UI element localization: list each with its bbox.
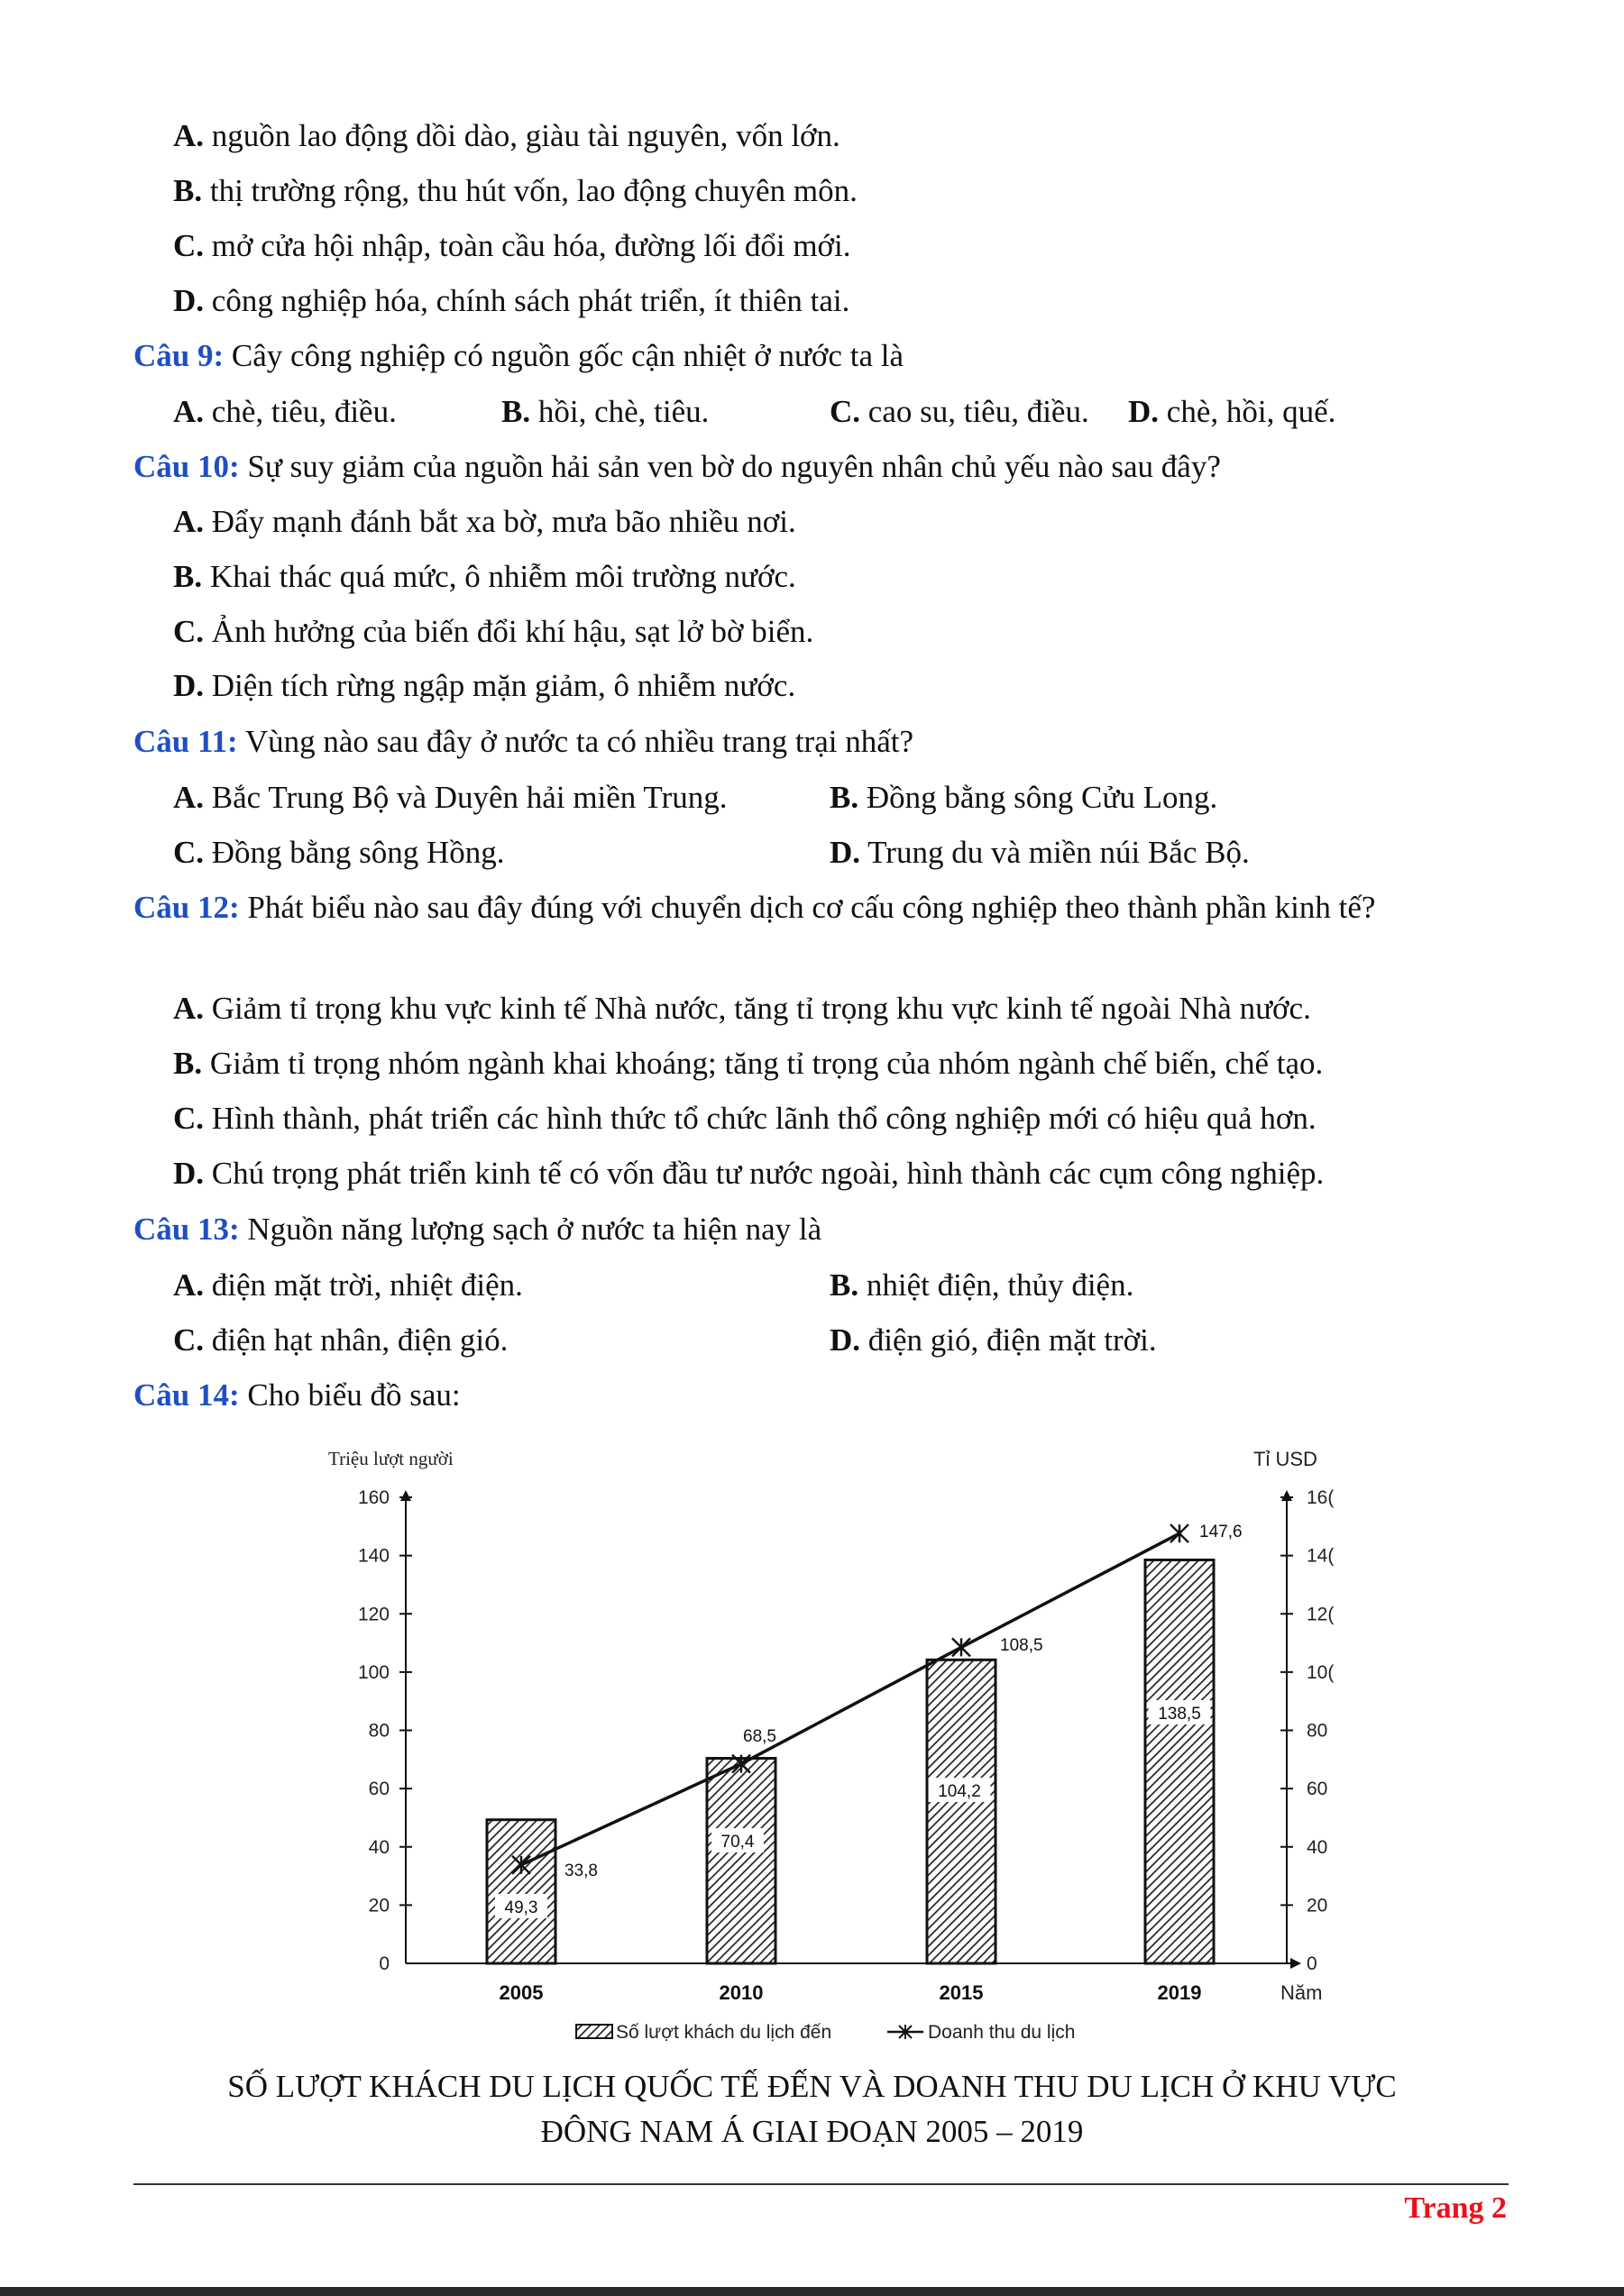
x-axis-tick-label: 2005 (499, 1981, 544, 2004)
option-letter: B. (501, 394, 531, 429)
right-axis-tick-label: 16( (1307, 1487, 1335, 1508)
option-letter: C. (173, 835, 205, 870)
option-text: thị trường rộng, thu hút vốn, lao động chuyên môn. (202, 173, 858, 208)
left-axis-tick-label: 20 (368, 1895, 390, 1916)
option-text: hồi, chè, tiêu. (530, 394, 710, 429)
chart-caption-line-1: SỐ LƯỢT KHÁCH DU LỊCH QUỐC TẾ ĐẾN VÀ DOANH THU DU LỊCH Ở KHU VỰC (227, 2069, 1397, 2104)
option-letter: A. (173, 991, 205, 1026)
option-letter: D. (173, 668, 205, 703)
x-axis-arrow (1290, 1958, 1301, 1969)
option-letter: B. (830, 1267, 859, 1303)
option-letter: D. (1128, 394, 1160, 429)
x-axis-tick-label: 2010 (719, 1981, 764, 2004)
revenue-line (521, 1533, 1179, 1865)
question-stem: Cây công nghiệp có nguồn gốc cận nhiệt ở nước ta là (224, 338, 904, 373)
x-axis-tick-label: 2015 (939, 1981, 984, 2004)
option-letter: C. (173, 614, 205, 649)
option-text: Ảnh hưởng của biến đổi khí hậu, sạt lở bờ biển. (204, 614, 814, 649)
option-text: nguồn lao động dồi dào, giàu tài nguyên, vốn lớn. (204, 118, 840, 153)
question-stem: Phát biểu nào sau đây đúng với chuyển dịch cơ cấu công nghiệp theo thành phần kinh tế? (239, 890, 1376, 925)
left-axis-arrow (400, 1490, 411, 1501)
revenue-value-label: 147,6 (1199, 1523, 1243, 1541)
option-text: Hình thành, phát triển các hình thức tổ chức lãnh thổ công nghiệp mới có hiệu quả hơn. (204, 1101, 1317, 1136)
left-axis-tick-label: 0 (379, 1953, 390, 1974)
question-label: Câu 10: (133, 449, 240, 484)
option-letter: B. (173, 173, 203, 208)
chart-caption-line-2: ĐÔNG NAM Á GIAI ĐOẠN 2005 – 2019 (540, 2114, 1084, 2149)
option-text: nhiệt điện, thủy điện. (858, 1267, 1134, 1303)
right-axis-tick-label: 12( (1307, 1604, 1335, 1625)
option-text: chè, tiêu, điều. (204, 394, 397, 429)
right-axis-tick-label: 14( (1307, 1545, 1335, 1567)
bar-value-label: 70,4 (720, 1833, 755, 1852)
option-text: công nghiệp hóa, chính sách phát triển, ít thiên tai. (204, 283, 850, 318)
bar-2019 (1145, 1560, 1214, 1963)
option-letter: B. (173, 1046, 203, 1081)
left-axis-tick-label: 100 (357, 1661, 390, 1683)
right-axis-tick-label: 80 (1307, 1720, 1328, 1742)
option-letter: A. (173, 1267, 205, 1303)
option-text: cao su, tiêu, điều. (860, 394, 1089, 429)
left-axis-tick-label: 120 (357, 1604, 390, 1625)
right-axis-title: Tỉ USD (1253, 1448, 1317, 1470)
legend-bar-swatch (576, 2025, 612, 2038)
option-letter: A. (173, 504, 205, 539)
question-label: Câu 12: (133, 890, 240, 925)
legend-bar-label: Số lượt khách du lịch đến (616, 2022, 832, 2043)
option-text: Đồng bằng sông Cửu Long. (858, 780, 1218, 815)
revenue-value-label: 108,5 (1000, 1636, 1043, 1655)
right-axis-tick-label: 20 (1307, 1895, 1328, 1916)
right-axis-tick-label: 60 (1307, 1779, 1328, 1800)
page-number: Trang 2 (1404, 2191, 1507, 2225)
left-axis-title: Triệu lượt người (328, 1448, 454, 1469)
left-axis-tick-label: 60 (368, 1779, 390, 1800)
bar-2015 (927, 1660, 996, 1963)
option-letter: D. (830, 835, 861, 870)
page-bottom-edge (0, 2287, 1624, 2296)
option-letter: C. (173, 1101, 205, 1136)
option-text: điện mặt trời, nhiệt điện. (204, 1267, 523, 1303)
footer-divider (133, 2183, 1509, 2185)
option-text: Đồng bằng sông Hồng. (204, 835, 505, 870)
revenue-point-2015 (952, 1638, 970, 1656)
option-text: điện hạt nhân, điện gió. (204, 1322, 509, 1358)
left-axis-tick-label: 40 (368, 1836, 390, 1858)
bar-2010 (707, 1759, 775, 1963)
bar-value-label: 49,3 (504, 1898, 538, 1917)
option-letter: B. (830, 780, 859, 815)
revenue-point-2019 (1170, 1524, 1188, 1542)
option-text: Trung du và miền núi Bắc Bộ. (860, 835, 1250, 870)
x-axis-tick-label: 2019 (1157, 1981, 1202, 2004)
left-axis-tick-label: 160 (357, 1487, 390, 1508)
option-text: Giảm tỉ trọng nhóm ngành khai khoáng; tăng tỉ trọng của nhóm ngành chế biến, chế tạo. (202, 1046, 1324, 1081)
revenue-value-label: 68,5 (743, 1727, 776, 1746)
bar-value-label: 138,5 (1158, 1705, 1201, 1724)
question-label: Câu 11: (133, 724, 238, 759)
question-stem: Vùng nào sau đây ở nước ta có nhiều trang trại nhất? (237, 724, 914, 759)
option-letter: C. (173, 228, 205, 263)
option-text: chè, hồi, quế. (1159, 394, 1336, 429)
option-letter: A. (173, 780, 205, 815)
option-letter: D. (830, 1322, 861, 1358)
question-label: Câu 13: (133, 1212, 240, 1247)
option-text: Khai thác quá mức, ô nhiễm môi trường nước. (202, 559, 796, 594)
question-stem: Cho biểu đồ sau: (239, 1377, 461, 1413)
option-letter: C. (173, 1322, 205, 1358)
option-letter: D. (173, 1156, 205, 1191)
option-text: Chú trọng phát triển kinh tế có vốn đầu tư nước ngoài, hình thành các cụm công nghiệp. (204, 1156, 1325, 1191)
question-label: Câu 14: (133, 1377, 240, 1413)
right-axis-tick-label: 10( (1307, 1661, 1335, 1683)
option-text: điện gió, điện mặt trời. (860, 1322, 1157, 1358)
bar-value-label: 104,2 (938, 1782, 981, 1801)
legend-line-label: Doanh thu du lịch (928, 2022, 1076, 2043)
option-letter: B. (173, 559, 203, 594)
right-axis-tick-label: 40 (1307, 1836, 1328, 1858)
x-axis-title: Năm (1280, 1981, 1323, 2004)
option-letter: A. (173, 118, 205, 153)
question-label: Câu 9: (133, 338, 225, 373)
question-stem: Sự suy giảm của nguồn hải sản ven bờ do nguyên nhân chủ yếu nào sau đây? (239, 449, 1221, 484)
option-text: Đẩy mạnh đánh bắt xa bờ, mưa bão nhiều nơi. (204, 504, 796, 539)
option-text: Giảm tỉ trọng khu vực kinh tế Nhà nước, tăng tỉ trọng khu vực kinh tế ngoài Nhà nước. (204, 991, 1311, 1026)
option-letter: D. (173, 283, 205, 318)
bar-2005 (487, 1820, 555, 1963)
revenue-value-label: 33,8 (564, 1861, 598, 1880)
left-axis-tick-label: 140 (357, 1545, 390, 1567)
option-text: Diện tích rừng ngập mặn giảm, ô nhiễm nước. (204, 668, 796, 703)
left-axis-tick-label: 80 (368, 1720, 390, 1742)
option-letter: C. (830, 394, 861, 429)
question-stem: Nguồn năng lượng sạch ở nước ta hiện nay là (239, 1212, 822, 1247)
option-text: mở cửa hội nhập, toàn cầu hóa, đường lối đổi mới. (204, 228, 851, 263)
option-text: Bắc Trung Bộ và Duyên hải miền Trung. (204, 780, 728, 815)
option-letter: A. (173, 394, 205, 429)
right-axis-arrow (1281, 1490, 1292, 1501)
right-axis-tick-label: 0 (1307, 1953, 1317, 1974)
